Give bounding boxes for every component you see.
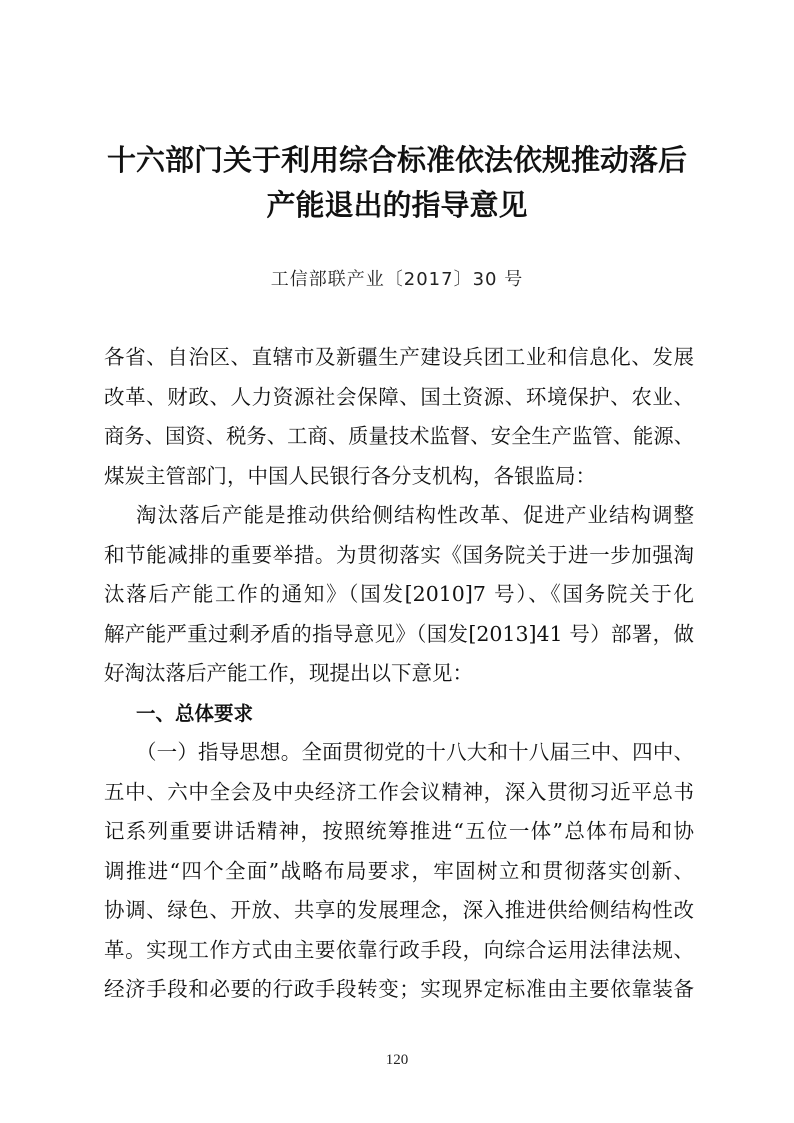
intro-line-3: 汰落后产能工作的通知》（国发[2010]7 号）、《国务院关于化 [104,582,694,606]
guideline-line-2: 五中、六中全会及中央经济工作会议精神，深入贯彻习近平总书 [104,779,694,804]
intro-line-2: 和节能减排的重要举措。为贯彻落实《国务院关于进一步加强淘 [104,542,694,567]
intro-line-1: 淘汰落后产能是推动供给侧结构性改革、促进产业结构调整 [136,503,694,527]
title-line-2: 产能退出的指导意见 [266,188,528,222]
guideline-line-7: 经济手段和必要的行政手段转变；实现界定标准由主要依靠装备 [104,977,694,1001]
guideline-line-1: （一）指导思想。全面贯彻党的十八大和十八届三中、四中、 [136,740,694,764]
addressee-line-4: 煤炭主管部门，中国人民银行各分支机构，各银监局： [104,463,596,488]
guideline-line-4: 调推进“四个全面”战略布局要求，牢固树立和贯彻落实创新、 [104,858,694,883]
intro-line-5: 好淘汰落后产能工作，现提出以下意见： [104,661,473,685]
intro-line-4: 解产能严重过剩矛盾的指导意见》（国发[2013]41 号）部署，做 [104,621,694,646]
guideline-line-6: 革。实现工作方式由主要依靠行政手段，向综合运用法律法规、 [104,937,694,962]
addressee-line-3: 商务、国资、税务、工商、质量技术监督、安全生产监管、能源、 [104,424,694,448]
guideline-line-3: 记系列重要讲话精神，按照统筹推进“五位一体”总体布局和协 [104,819,694,843]
guideline-line-5: 协调、绿色、开放、共享的发展理念，深入推进供给侧结构性改 [104,898,694,922]
section-heading: 一、总体要求 [136,701,254,725]
page-number: 120 [385,1052,409,1068]
title-line-1: 十六部门关于利用综合标准依法依规推动落后 [106,143,687,177]
document-number: 工信部联产业〔2017〕30 号 [270,269,524,290]
addressee-line-2: 改革、财政、人力资源社会保障、国土资源、环境保护、农业、 [104,384,694,409]
document-title [60,138,734,228]
addressee-line-1: 各省、自治区、直辖市及新疆生产建设兵团工业和信息化、发展 [104,345,694,369]
document-body [104,338,694,1010]
